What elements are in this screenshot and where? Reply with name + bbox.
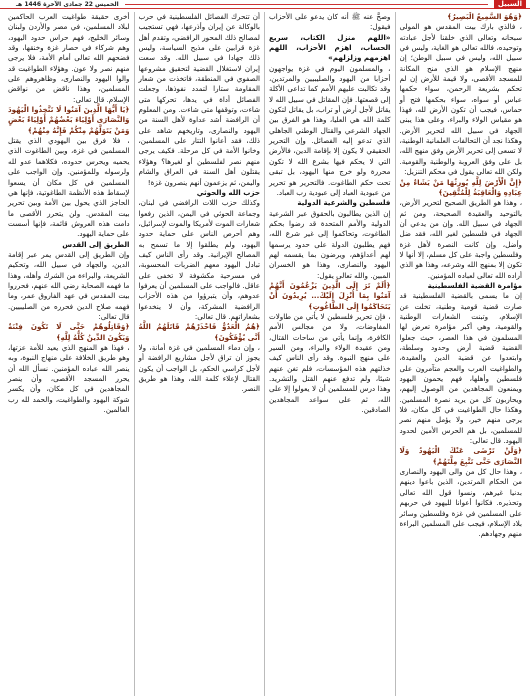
body-paragraph: ، فالذي بارك بيت المقدس هو المولى سبحانه وتعالى الذي خلقنا لأجل عبادته وتوحيده، فالله تعالى هو الغاية، وليس في سبيل الله، وليس في سبيل الوطن؛ إن منهج الإسلام هو الذي منح المكانة للمسجد الأقصى، ولا قيمة للأرض إن لم تحكم بشريعة الرحمن، سواء حكمها عباس أو سواه، سواء بحكمها فتح أو حماس، فيجب أن تكون الأرض لله، فهذا هو مقياس الولاء والبراء، وعلى هذا يبنى الجهاد في سبيل الله لتحرير الأرض. وهكذا نجد أن التحالفات العلمانية الوطنية، لا تسعى إلى تحرير الأرض وفق منهج الله، بل على وفق العروبة والوطنية والقومية. ولكن الله تعالى يقول في محكم التنزيل: xyxy=(399,22,522,177)
article-column xyxy=(396,12,527,696)
body-paragraph: إن ما يسمى بالقضية الفلسطينية قد صارت قضية قومية وطنية، تخلت عن الإسلام، وتبنت الشعارات الوطنية والقومية، وهي أكبر مؤامرة تعرض لها المسلمون في هذا العصر، حيث جعلوا القضية قضية أرض وحدود وسلطة، وابتعدوا عن قضية الدين والعقيدة، والطواغيت العرب والعجم متآمرون على فلسطين وأهلها، فهم يحمون اليهود ويمنعون المجاهدين من الوصول إليهم، ويحاربون كل من يريد نصرة المسلمين. وهكذا حال الطواغيت في كل مكان، فلا يرجى منهم خير، ولا يؤمل منهم نصر للمسلمين، بل هم الحرس الأمين لحدود اليهود. قال تعالى: xyxy=(399,291,522,446)
body-paragraph: ، وإن دماء المسلمين في غزة أمانة، ولا يجوز أن تراق لأجل مشاريع الرافضة أو لأجل كراسي الحكم، بل الواجب أن يكون القتال لإعلاء كلمة الله، وهذا هو طريق النصر. xyxy=(138,343,260,394)
body-paragraph: وكذلك حزب اللات الرافضي في لبنان، وجماعة الحوثي في اليمن، الذين رفعوا شعارات الموت لأمريكا والموت لإسرائيل، وهم أحرص الناس على حماية حدود اليهود، ولم يطلقوا إلا ما تسمح به المصالح الإيرانية. وقد رأى الناس كيف تبادل اليهود معهم الضربات المحسوبة، في مسرحية مكشوفة لا تخفى على عاقل. فالواجب على المسلمين أن يعرفوا عدوهم، وأن يتبرؤوا من هذه الأحزاب الرافضية المشركة، وأن لا ينخدعوا بشعاراتهم. قال تعالى: xyxy=(138,198,260,321)
body-paragraph: وإن الطريق إلى القدس يمر عبر إقامة الدين، والجهاد في سبيل الله، وتحكيم الشريعة، والبراءة من الشرك وأهله، وهذا ما فهمه الصحابة رضي الله عنهم، فحرروا بيت المقدس في عهد الفاروق عمر، وما فهمه صلاح الدين فحرره من الصليبيين. قال تعالى: xyxy=(8,249,130,321)
section-subheading: فلسطين والشرعية الدولية xyxy=(297,198,391,208)
publication-logo: السبيل xyxy=(494,0,526,9)
masthead-rule xyxy=(125,4,488,5)
body-paragraph: ، والمسلمون اليوم في غزة يواجهون أحزابا من اليهود والصليبيين والمرتدين، وقد تكالبت عليهم الأمم كما تداعى الأكلة إلى قصعتها. فإن المقاتل في سبيل الله لا يقاتل لأجل أرض أو تراب، بل يقاتل لتكون كلمة الله هي العليا، وهذا هو الفرق بين الجهاد الشرعي والقتال الوطني الجاهلي الذي تدعو إليه الفصائل. وإن التحرير الحقيقي لا يكون إلا بإقامة الدين، فالأرض التي لا يحكم فيها بشرع الله لا تكون محررة ولو خرج منها اليهود، بل تبقى تحت حكم الطاغوت. فالتحرير هو تحرير من عبودية العباد إلى عبودية رب العباد. xyxy=(269,63,391,197)
body-paragraph: أخرى حقيقة طواغيت العرب الحاكمين لبلاد المسلمين، في مصر والأردن ولبنان وسائر الخليج، فهم حراس حدود اليهود، وهم شركاء في حصار غزة وخنقها، وقد فضحهم الله تعالى أمام الأمة، فلا يرجى منهم نصر ولا عون. وهؤلاء الطواغيت قد والوا اليهود والنصارى، وظاهروهم على المسلمين، وهذا ناقض من نواقض الإسلام. قال تعالى: xyxy=(8,12,130,104)
article-columns xyxy=(4,12,526,696)
quran-verse: ﴿وَهُوَ السَّمِيعُ الْبَصِيرُ﴾ xyxy=(447,12,522,21)
body-paragraph: ، فهذا هو المنهج الذي يعيد للأمة عزتها، وهو طريق الخلافة على منهاج النبوة، وبه ينصر الله عباده المؤمنين. نسأل الله أن يحرر المسجد الأقصى، وأن ينصر المجاهدين في كل مكان، وأن يكسر شوكة اليهود والطواغيت، والحمد لله رب العالمين. xyxy=(8,343,130,415)
quran-verse: ﴿هُمُ الْعَدُوُّ فَاحْذَرْهُمْ قَاتَلَهُمُ اللَّهُ أَنَّى يُؤْفَكُونَ﴾ xyxy=(138,322,260,342)
issue-date: الخميس 22 جمادى الآخرة 1446 هـ xyxy=(16,0,119,8)
body-paragraph: ، وهذا هو الطريق الصحيح لتحرير الأرض، بالتوحيد والعقيدة الصحيحة، ومن ثم الجهاد في سبيل الله. وإن من يدعي أن الجهاد في فلسطين لغير الله، فقد ضل وأضل، وإن كانت النصرة لأهل غزة وفلسطين واجبة على كل مسلم، إلا أنها لا تكون إلا بمنهج الله وشرعه، وهذا هو الذي أراده الله تعالى لعباده المؤمنين. xyxy=(399,198,522,280)
quran-verse: ﴿وَقَاتِلُوهُمْ حَتَّى لَا تَكُونَ فِتْنَةٌ وَيَكُونَ الدِّينُ كُلُّهُ لِلَّهِ﴾ xyxy=(8,322,130,342)
body-paragraph: إن الذين يطالبون بالحقوق عبر الشرعية الدولية والأمم المتحدة قد رضوا بحكم الطاغوت، وتحاكموا إلى غير شرع الله، فهم يطلبون الدولة على حدود يرسمها لهم أعداؤهم، ويرضون بما يقسمه لهم اليهود والنصارى، وهذا هو الخسران المبين. والله تعالى يقول: xyxy=(269,208,391,280)
article-column xyxy=(135,12,266,696)
article-column xyxy=(265,12,396,696)
quran-verse: ﴿وَلَنْ تَرْضَى عَنْكَ الْيَهُودُ وَلَا النَّصَارَى حَتَّى تَتَّبِعَ مِلَّتَهُمْ﴾ xyxy=(399,446,522,466)
quran-verse: ﴿إِنَّ الْأَرْضَ لِلَّهِ يُورِثُهَا مَنْ يَشَاءُ مِنْ عِبَادِهِ وَالْعَاقِبَةُ لِلْمُتَّقِينَ﴾ xyxy=(399,177,522,197)
section-subheading: حزب الله والحوثي xyxy=(196,187,260,197)
body-paragraph: ، فإن تحرير فلسطين لا يأتي من طاولات المفاوضات، ولا من مجالس الأمم الكافرة، وإنما يأتي من ساحات القتال، ومن عقيدة الولاء والبراء، ومن السير على منهج النبوة. وقد رأى الناس كيف خذلتهم هذه المؤسسات، فلم تغن عنهم شيئا، ولم تدفع عنهم القتل والتشريد. وهذا درس للمسلمين أن لا يعولوا إلا على الله، ثم على سواعد المجاهدين الصادقين. xyxy=(269,311,391,415)
body-paragraph: ، فلا فرق بين اليهودي الذي يقتل المسلمين في غزة، وبين الطاغوت الذي يحميه ويحرس حدوده، فكلاهما عدو لله ولرسوله وللمؤمنين. وإن الواجب على المسلمين في كل مكان أن يسعوا لإسقاط هذه الأنظمة الطاغوتية، فإنها هي الحاجز الذي يحول بين الأمة وبين تحرير بيت المقدس. ولن يتحرر الأقصى ما دامت هذه العروش قائمة، فإنها أسست على حماية اليهود. xyxy=(8,136,130,239)
body-paragraph: وصحَّ عنه ﷺ أنه كان يدعو على الأحزاب فيقول: xyxy=(269,12,391,32)
article-column xyxy=(4,12,135,696)
body-paragraph: ، وهذا حال كل من والى اليهود والنصارى من الحكام المرتدين، الذين باعوا دينهم بدنيا غيرهم، ونسوا قول الله تعالى وتحذيره. فكانوا أعوانا لليهود في حربهم على المسلمين في غزة وفلسطين وسائر بلاد الإسلام، فيجب على المسلمين البراءة منهم وجهادهم. xyxy=(399,467,522,539)
quran-verse: ﴿أَلَمْ تَرَ إِلَى الَّذِينَ يَزْعُمُونَ أَنَّهُمْ آمَنُوا بِمَا أُنْزِلَ إِلَيْكَ... يُرِيدُونَ أَنْ يَتَحَاكَمُوا إِلَى الطَّاغُوتِ﴾ xyxy=(269,280,391,311)
body-paragraph: أن تتحرك الفصائل الفلسطينية في حرب بالوكالة عن إيران وأذرعها، فهي تستجيب لمصالح ذلك المحور الرافضي، وتقدم أهل غزة قرابين على مذبح السياسة، وليس ذلك جهادا في سبيل الله. وقد سعت إيران لاستغلال القضية لتحقيق مشروعها الصفوي في المنطقة، فاتخذت من شعار المقاومة ستارا لتمدد نفوذها، وجعلت الفصائل أداة في يدها، تحركها متى شاءت، وتوقفها متى شاءت. ومن المعلوم أن الرافضة أشد عداوة لأهل السنة من اليهود والنصارى، وتاريخهم شاهد على ذلك، فقد أعانوا التتار على المسلمين، وخانوا الأمة في كل مرحلة. فكيف يرجى منهم نصر لفلسطين أو لغيرها؟ وهؤلاء يقتلون أهل السنة في العراق والشام واليمن، ثم يزعمون أنهم ينصرون غزة! xyxy=(138,12,260,187)
masthead xyxy=(0,0,530,9)
hadith-quote: «اللهم منزل الكتاب، سريع الحساب، اهزم الأحزاب، اللهم اهزمهم وزلزلهم» xyxy=(269,32,391,63)
quran-verse: ﴿يَا أَيُّهَا الَّذِينَ آمَنُوا لَا تَتَّخِذُوا الْيَهُودَ وَالنَّصَارَى أَوْلِيَاءَ بَعْضُهُمْ أَوْلِيَاءُ بَعْضٍ وَمَنْ يَتَوَلَّهُمْ مِنْكُمْ فَإِنَّهُ مِنْهُمْ﴾ xyxy=(8,105,130,135)
section-subheading: الطريق إلى القدس xyxy=(62,239,130,249)
section-subheading: مؤامرة القضية الفلسطينية xyxy=(427,280,522,290)
